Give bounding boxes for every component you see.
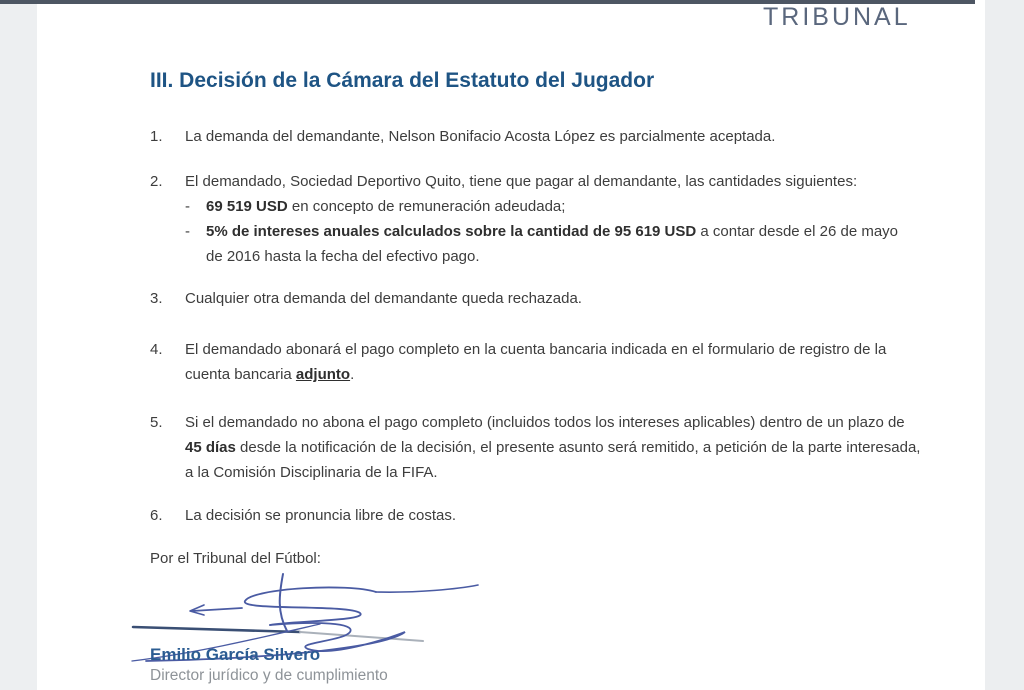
text-segment: Si el demandado no abona el pago completo (incluidos todos los intereses aplicables) dentro de un plazo de bbox=[185, 414, 905, 431]
item-text bbox=[185, 337, 925, 387]
item-number: 1. bbox=[150, 128, 163, 145]
decision-item-4 bbox=[150, 337, 925, 387]
tribunal-wordmark: TRIBUNAL bbox=[763, 3, 911, 31]
text-segment: adjunto bbox=[295, 366, 351, 383]
decision-item-1 bbox=[150, 124, 925, 149]
item-number: 4. bbox=[150, 341, 163, 358]
decision-item-3 bbox=[150, 286, 925, 311]
signer-title: Director jurídico y de cumplimiento bbox=[150, 667, 388, 684]
item-number: 6. bbox=[150, 507, 163, 524]
item-text bbox=[185, 124, 925, 149]
item-number: 5. bbox=[150, 414, 163, 431]
closing-line: Por el Tribunal del Fútbol: bbox=[150, 550, 321, 567]
decision-item-6 bbox=[150, 503, 925, 528]
text-segment: 69 519 USD bbox=[206, 198, 288, 215]
section-heading: III. Decisión de la Cámara del Estatuto del Jugador bbox=[150, 69, 655, 92]
text-segment: desde la notificación de la decisión, el presente asunto será remitido, a petición de la parte interesada, a la Comisión Disciplinaria de la FIFA. bbox=[185, 439, 921, 481]
sub-bullet bbox=[185, 219, 925, 269]
text-segment: La decisión se pronuncia libre de costas. bbox=[185, 507, 456, 524]
text-segment: a contar desde el 26 de mayo de 2016 hasta la fecha del efectivo pago. bbox=[206, 223, 899, 265]
item-text bbox=[185, 410, 925, 485]
text-segment: Cualquier otra demanda del demandante queda rechazada. bbox=[185, 290, 582, 307]
text-segment: El demandado abonará el pago completo en la cuenta bancaria indicada en el formulario de registro de la cuenta bancaria bbox=[185, 341, 887, 383]
text-segment: en concepto de remuneración adeudada; bbox=[287, 198, 566, 215]
decision-item-2 bbox=[150, 169, 925, 269]
text-segment: El demandado, Sociedad Deportivo Quito, tiene que pagar al demandante, las cantidades siguientes: bbox=[185, 173, 858, 190]
item-text bbox=[185, 169, 925, 194]
sub-bullet-list bbox=[185, 194, 925, 269]
text-segment: 45 días bbox=[185, 439, 236, 456]
bullet-dash: - bbox=[185, 223, 190, 240]
item-number: 3. bbox=[150, 290, 163, 307]
item-text bbox=[185, 286, 925, 311]
text-segment: . bbox=[350, 366, 355, 383]
item-number: 2. bbox=[150, 173, 163, 190]
item-text bbox=[185, 503, 925, 528]
page-edge-right bbox=[985, 0, 1024, 690]
bullet-dash: - bbox=[185, 198, 190, 215]
signer-name: Emilio García Silvero bbox=[150, 645, 321, 664]
sub-bullet bbox=[185, 194, 925, 219]
bullet-text bbox=[206, 194, 910, 219]
page-edge-left bbox=[0, 0, 37, 690]
bullet-text bbox=[206, 219, 910, 269]
decision-item-5 bbox=[150, 410, 925, 485]
text-segment: 5% de intereses anuales calculados sobre la cantidad de 95 619 USD bbox=[206, 223, 697, 240]
text-segment: La demanda del demandante, Nelson Bonifacio Acosta López es parcialmente aceptada. bbox=[185, 128, 776, 145]
